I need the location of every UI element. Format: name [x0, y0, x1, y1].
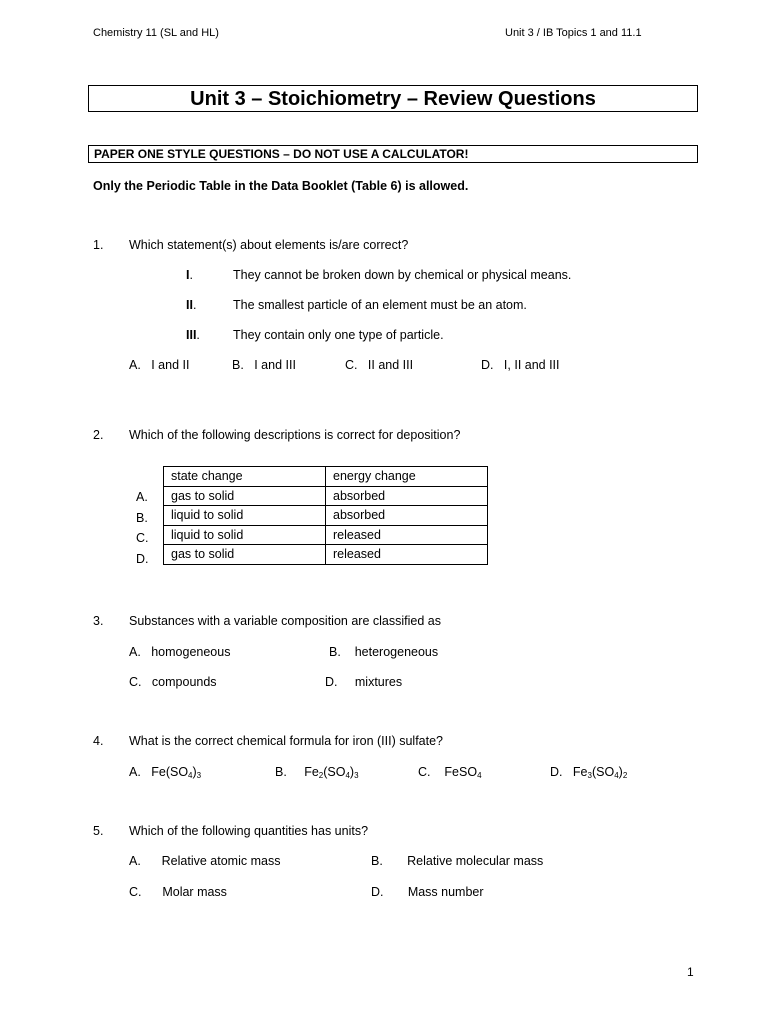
q5-option-c: C. Molar mass	[129, 885, 227, 899]
q4-option-d: D. $Fe_3(SO_4)_2$	[550, 765, 628, 780]
paper-one-heading: PAPER ONE STYLE QUESTIONS – DO NOT USE A CALCULATOR!	[88, 145, 698, 163]
q5-option-a: A. Relative atomic mass	[129, 854, 281, 868]
table-cell: gas to solid	[164, 486, 326, 506]
table-cell: liquid to solid	[164, 506, 326, 526]
q1-statement-roman: II.	[186, 298, 197, 312]
header-course: Chemistry 11 (SL and HL)	[93, 27, 219, 39]
table-row	[164, 506, 488, 526]
table-row	[164, 486, 488, 506]
q1-statement-roman: III.	[186, 328, 200, 342]
q1-number: 1.	[93, 238, 104, 252]
q1-text: Which statement(s) about elements is/are correct?	[129, 238, 409, 252]
table-cell: absorbed	[326, 506, 488, 526]
q2-options-table	[163, 466, 488, 565]
q3-text: Substances with a variable composition are classified as	[129, 614, 441, 628]
table-cell: released	[326, 525, 488, 545]
q1-statement-text: The smallest particle of an element must be an atom.	[233, 298, 527, 312]
q2-text: Which of the following descriptions is correct for deposition?	[129, 428, 461, 442]
q4-option-b: B. $Fe_2(SO_4)_3$	[275, 765, 359, 780]
periodic-table-note: Only the Periodic Table in the Data Booklet (Table 6) is allowed.	[93, 179, 469, 193]
q2-row-letter: D.	[136, 552, 149, 566]
table-header-row	[164, 467, 488, 487]
q5-option-d: D. Mass number	[371, 885, 484, 899]
table-row	[164, 545, 488, 565]
table-cell: gas to solid	[164, 545, 326, 565]
q2-number: 2.	[93, 428, 104, 442]
q4-number: 4.	[93, 734, 104, 748]
q4-text: What is the correct chemical formula for iron (III) sulfate?	[129, 734, 443, 748]
q1-option-d: D. I, II and III	[481, 358, 560, 372]
table-cell: liquid to solid	[164, 525, 326, 545]
q1-statement-roman: I.	[186, 268, 193, 282]
page-title: Unit 3 – Stoichiometry – Review Questions	[88, 85, 698, 112]
q3-option-d: D. mixtures	[325, 675, 403, 689]
q4-option-c: C. FeSO$_4$	[418, 765, 482, 780]
q3-option-a: A. homogeneous	[129, 645, 231, 659]
table-row	[164, 525, 488, 545]
q5-number: 5.	[93, 824, 104, 838]
table-header-cell: energy change	[326, 467, 488, 487]
table-cell: released	[326, 545, 488, 565]
q2-row-letter: C.	[136, 531, 149, 545]
q1-statement-text: They contain only one type of particle.	[233, 328, 444, 342]
header-unit: Unit 3 / IB Topics 1 and 11.1	[505, 27, 642, 39]
q3-number: 3.	[93, 614, 104, 628]
q1-option-a: A. I and II	[129, 358, 190, 372]
q5-option-b: B. Relative molecular mass	[371, 854, 544, 868]
page-number: 1	[687, 965, 694, 979]
table-cell: absorbed	[326, 486, 488, 506]
q1-option-b: B. I and III	[232, 358, 296, 372]
q1-option-c: C. II and III	[345, 358, 414, 372]
q3-option-b: B. heterogeneous	[329, 645, 439, 659]
q2-row-letter: A.	[136, 490, 148, 504]
q3-option-c: C. compounds	[129, 675, 217, 689]
q5-text: Which of the following quantities has units?	[129, 824, 369, 838]
q4-option-a: A. $Fe(SO_4)_3$	[129, 765, 202, 780]
q1-statement-text: They cannot be broken down by chemical or physical means.	[233, 268, 572, 282]
q2-row-letter: B.	[136, 511, 148, 525]
table-header-cell: state change	[164, 467, 326, 487]
